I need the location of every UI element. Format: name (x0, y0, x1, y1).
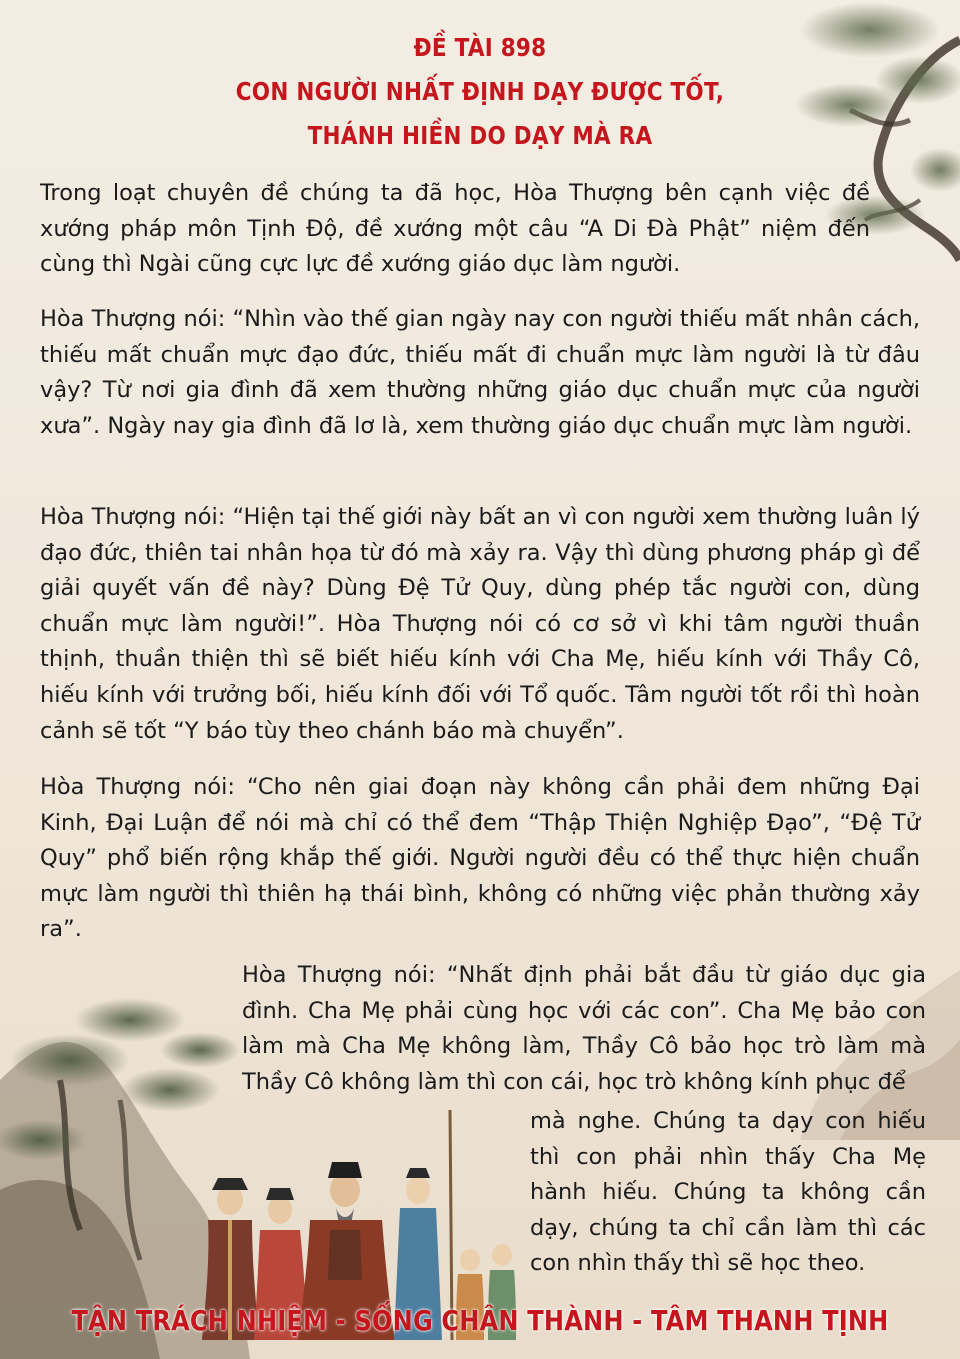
title-line-3: THÁNH HIỀN DO DẠY MÀ RA (307, 121, 653, 150)
paragraph-6: mà nghe. Chúng ta dạy con hiếu thì con phải nhìn thấy Cha Mẹ hành hiếu. Chúng ta không cần dạy, chúng ta chỉ cần làm thì các con nhìn thấy thì sẽ học theo. (530, 1108, 926, 1277)
title-line-1: ĐỀ TÀI 898 (413, 33, 547, 62)
paragraph-1: Trong loạt chuyên đề chúng ta đã học, Hòa Thượng bên cạnh việc đề xướng pháp môn Tịnh Độ, đề xướng một câu “A Di Đà Phật” niệm đến cùng thì Ngài cũng cực lực đề xướng giáo dục làm người. (40, 180, 870, 278)
paragraph-4: Hòa Thượng nói: “Cho nên giai đoạn này không cần phải đem những Đại Kinh, Đại Luận để nói mà chỉ có thể đem “Thập Thiện Nghiệp Đạo”, “Đệ Tử Quy” phổ biến rộng khắp thế giới. Người người đều có thể thực hiện chuẩn mực làm người thì thiên hạ thái bình, không có những việc phản thường xảy ra”. (40, 774, 920, 943)
title (0, 26, 960, 158)
paragraph-2: Hòa Thượng nói: “Nhìn vào thế gian ngày nay con người thiếu mất nhân cách, thiếu mất chuẩn mực đạo đức, thiếu mất đi chuẩn mực làm người là từ đâu vậy? Từ nơi gia đình đã xem thường những giáo dục chuẩn mực của người xưa”. Ngày nay gia đình đã lơ là, xem thường giáo dục chuẩn mực làm người. (40, 306, 920, 439)
paragraph-3: Hòa Thượng nói: “Hiện tại thế giới này bất an vì con người xem thường luân lý đạo đức, thiên tai nhân họa từ đó mà xảy ra. Vậy thì dùng phương pháp gì để giải quyết vấn đề này? Dùng Đệ Tử Quy, dùng phép tắc người con, dùng chuẩn mực làm người!”. Hòa Thượng nói có cơ sở vì khi tâm người thuần thịnh, thuần thiện thì sẽ biết hiếu kính với Cha Mẹ, hiếu kính với Thầy Cô, hiếu kính với trưởng bối, hiếu kính đối với Tổ quốc. Tâm người tốt rồi thì hoàn cảnh sẽ tốt “Y báo tùy theo chánh báo mà chuyển”. (40, 504, 920, 744)
title-line-2: CON NGƯỜI NHẤT ĐỊNH DẠY ĐƯỢC TỐT, (235, 77, 725, 106)
ancient-figures-painting (190, 1080, 530, 1340)
footer-slogan: TẬN TRÁCH NHIỆM - SỐNG CHÂN THÀNH - TÂM THANH TỊNH (71, 1304, 889, 1337)
paragraph-5: Hòa Thượng nói: “Nhất định phải bắt đầu từ giáo dục gia đình. Cha Mẹ phải cùng học với các con”. Cha Mẹ bảo con làm mà Cha Mẹ không làm, Thầy Cô bảo học trò làm mà Thầy Cô không làm thì con cái, học trò không kính phục để (242, 962, 926, 1095)
